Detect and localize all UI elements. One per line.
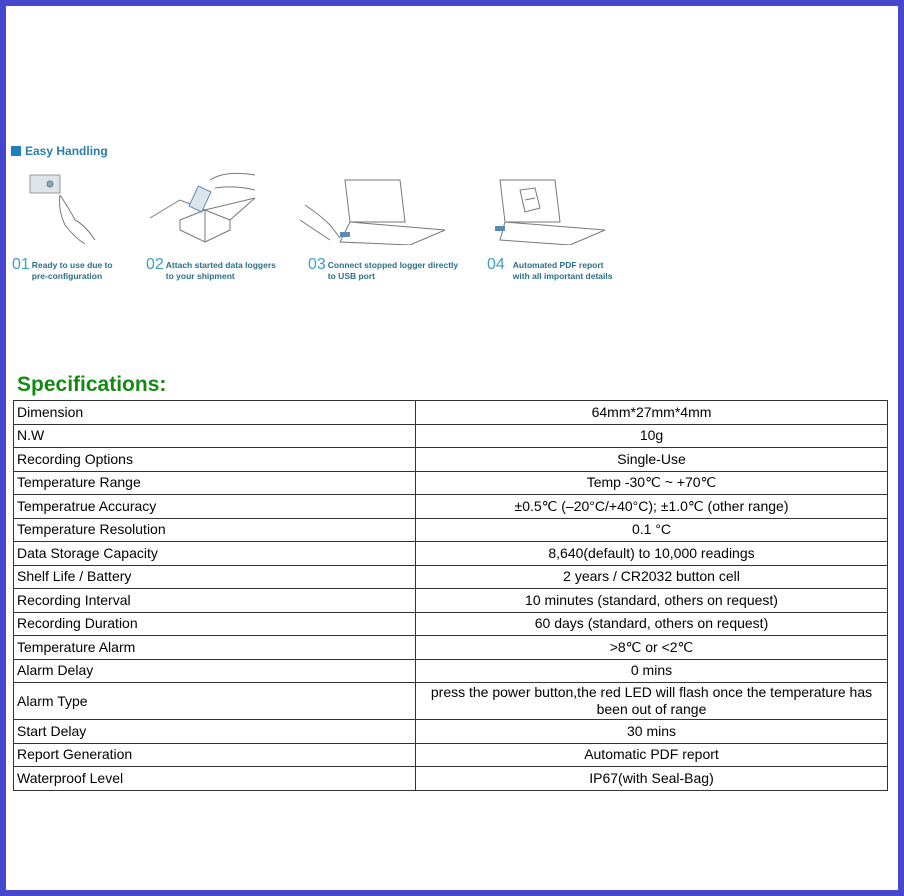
spec-value: 60 days (standard, others on request) xyxy=(416,612,888,636)
spec-label: Shelf Life / Battery xyxy=(14,565,416,589)
spec-label: Temperature Alarm xyxy=(14,636,416,660)
table-row xyxy=(14,542,888,566)
spec-value: 30 mins xyxy=(416,720,888,744)
spec-value: press the power button,the red LED will flash once the temperature has been out of range xyxy=(416,683,888,720)
specifications-table xyxy=(13,400,888,791)
spec-value: 0 mins xyxy=(416,659,888,683)
specifications-heading: Specifications: xyxy=(17,373,167,396)
step-2-caption: 02 Attach started data loggers to your shipment xyxy=(146,256,276,281)
spec-label: Report Generation xyxy=(14,743,416,767)
spec-value: >8℃ or <2℃ xyxy=(416,636,888,660)
table-row xyxy=(14,720,888,744)
laptop-usb-icon xyxy=(300,170,450,245)
laptop-pdf-icon xyxy=(495,170,645,245)
spec-value: ±0.5℃ (–20°C/+40°C); ±1.0℃ (other range) xyxy=(416,495,888,519)
spec-value: 0.1 °C xyxy=(416,518,888,542)
square-bullet-icon xyxy=(11,146,21,156)
table-row xyxy=(14,636,888,660)
table-row xyxy=(14,767,888,791)
table-row xyxy=(14,565,888,589)
spec-value: Single-Use xyxy=(416,448,888,472)
spec-value: 2 years / CR2032 button cell xyxy=(416,565,888,589)
spec-label: Alarm Delay xyxy=(14,659,416,683)
spec-label: Temperature Resolution xyxy=(14,518,416,542)
spec-value: IP67(with Seal-Bag) xyxy=(416,767,888,791)
table-row xyxy=(14,401,888,425)
table-row xyxy=(14,683,888,720)
spec-label: Alarm Type xyxy=(14,683,416,720)
spec-label: Recording Interval xyxy=(14,589,416,613)
spec-value: 10 minutes (standard, others on request) xyxy=(416,589,888,613)
table-row xyxy=(14,471,888,495)
spec-label: Waterproof Level xyxy=(14,767,416,791)
spec-value: 8,640(default) to 10,000 readings xyxy=(416,542,888,566)
spec-label: Dimension xyxy=(14,401,416,425)
step-1-caption: 01 Ready to use due to pre-configuration xyxy=(12,256,113,281)
table-row xyxy=(14,495,888,519)
table-row xyxy=(14,589,888,613)
table-row xyxy=(14,612,888,636)
table-row xyxy=(14,518,888,542)
step-4-caption: 04 Automated PDF report with all important details xyxy=(487,256,613,281)
spec-label: Recording Options xyxy=(14,448,416,472)
table-row xyxy=(14,743,888,767)
table-row xyxy=(14,448,888,472)
table-row xyxy=(14,424,888,448)
spec-label: Recording Duration xyxy=(14,612,416,636)
step-3-caption: 03 Connect stopped logger directly to USB port xyxy=(308,256,459,281)
spec-label: Temperature Range xyxy=(14,471,416,495)
spec-label: N.W xyxy=(14,424,416,448)
easy-handling-heading: Easy Handling xyxy=(11,144,108,158)
table-row xyxy=(14,659,888,683)
logger-into-box-icon xyxy=(145,170,295,245)
spec-value: Automatic PDF report xyxy=(416,743,888,767)
spec-label: Temperatrue Accuracy xyxy=(14,495,416,519)
spec-value: 10g xyxy=(416,424,888,448)
spec-value: 64mm*27mm*4mm xyxy=(416,401,888,425)
spec-value: Temp -30℃ ~ +70℃ xyxy=(416,471,888,495)
spec-label: Data Storage Capacity xyxy=(14,542,416,566)
spec-label: Start Delay xyxy=(14,720,416,744)
